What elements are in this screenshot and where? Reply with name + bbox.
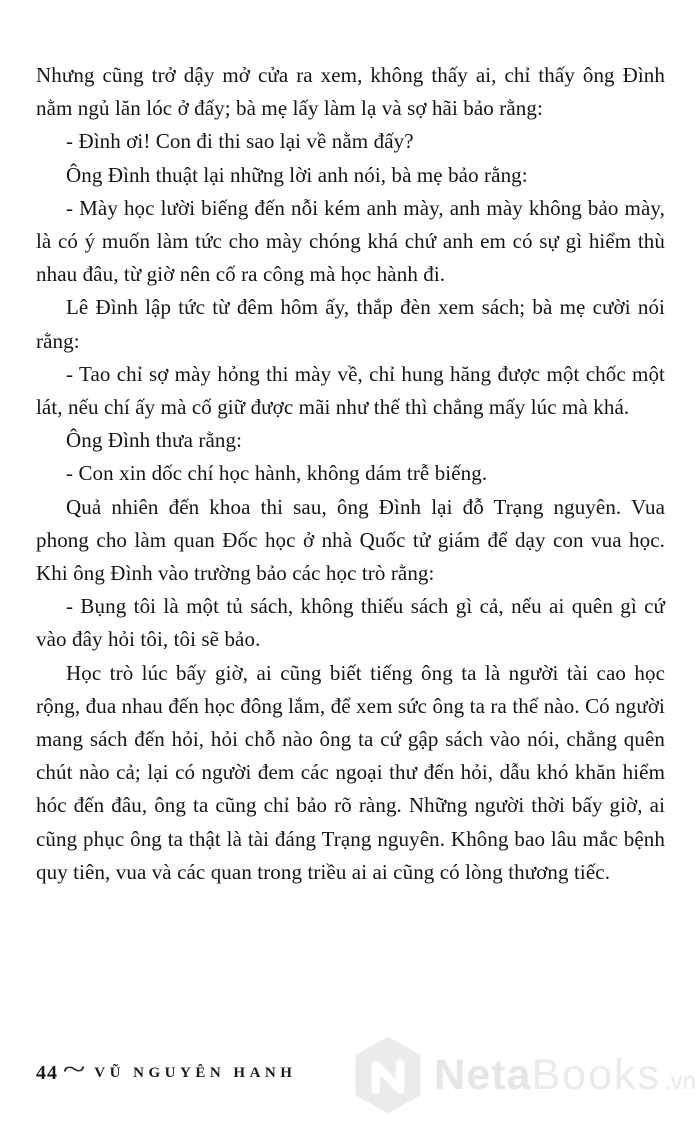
dialogue-line: - Đình ơi! Con đi thi sao lại về nằm đấy? [66,129,414,154]
dialogue-line: - Mày học lười biếng đến nỗi kém anh mày, anh mày không bảo mày, là có ý muốn làm tức cho mày chóng khá chứ anh em có sự gì hiểm thù nhau đâu, từ giờ nên cố ra công mà học hành đi. [36,195,665,287]
netabooks-hexagon-icon [350,1036,426,1114]
paragraph: Ông Đình thưa rằng: [66,428,243,453]
page-footer [36,1053,297,1090]
dialogue-line: - Con xin dốc chí học hành, không dám trễ biếng. [66,461,488,486]
paragraph: Quả nhiên đến khoa thi sau, ông Đình lại đỗ Trạng nguyên. Vua phong cho làm quan Đốc học ở nhà Quốc tử giám để dạy con vua học. Khi ông Đình vào trường bảo các học trò rằng: [36,494,665,586]
paragraph: Lê Đình lập tức từ đêm hôm ấy, thắp đèn xem sách; bà mẹ cười nói rằng: [36,295,665,353]
dialogue-line: - Bụng tôi là một tủ sách, không thiếu sách gì cả, nếu ai quên gì cứ vào đây hỏi tôi, tôi sẽ bảo. [36,594,665,652]
netabooks-watermark [350,1036,696,1114]
wordmark-books: Books [531,1050,661,1099]
dialogue-line: - Tao chỉ sợ mày hỏng thi mày về, chỉ hung hăng được một chốc một lát, nếu chí ấy mà cố giữ được mãi như thế thì chẳng mấy lúc mà khá. [36,361,665,420]
running-title: VŨ NGUYÊN HANH [94,1064,297,1081]
paragraph: Học trò lúc bấy giờ, ai cũng biết tiếng ông ta là người tài cao học rộng, đua nhau đến học đông lắm, để xem sức ông ta ra thế nào. Có người mang sách đến hỏi, hỏi chỗ nào ông ta cứ gập sách vào nói, chẳng quên chút nào cả; lại có người đem các ngoại thư đến hỏi, dẫu khó khăn hiểm hóc đến đâu, ông ta cũng chỉ bảo rõ ràng. Những người thời bấy giờ, ai cũng phục ông ta thật là tài đáng Trạng nguyên. Không bao lâu mắc bệnh quy tiên, vua và các quan trong triều ai ai cũng có lòng thương tiếc. [36,660,665,884]
wordmark-neta: Neta [434,1050,532,1099]
paragraph: Ông Đình thuật lại những lời anh nói, bà mẹ bảo rằng: [66,162,528,187]
page-text [36,59,665,889]
page-number: 44 [36,1061,58,1084]
wordmark-tld: .vn [663,1067,696,1095]
paragraph: Nhưng cũng trở dậy mở cửa ra xem, không thấy ai, chỉ thấy ông Đình nằm ngủ lăn lóc ở đấy; bà mẹ lấy làm lạ và sợ hãi bảo rằng: [36,63,665,121]
swung-dash-separator: ~ [62,1053,86,1086]
netabooks-wordmark [434,1050,696,1099]
